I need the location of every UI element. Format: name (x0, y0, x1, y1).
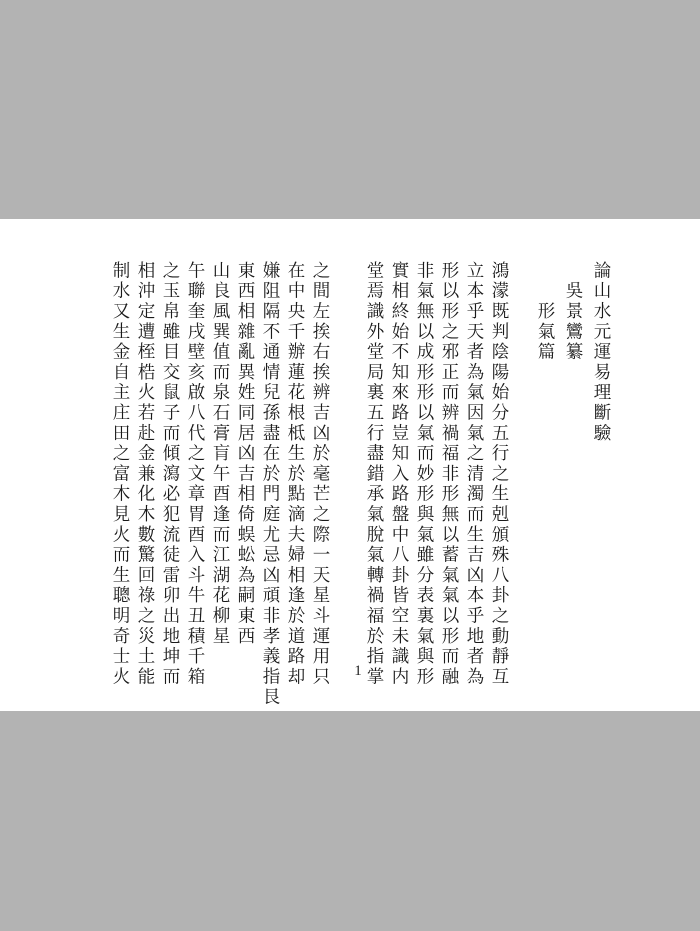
book-page (0, 219, 700, 711)
text-column: 堂焉識外堂局裏五行盡錯承氣脫氣轉禍福於指掌 (364, 261, 384, 688)
text-column: 相沖定遭桎梏火若赴金兼化木數驚回祿之災土能 (135, 261, 155, 688)
text-column: 嫌阻隔不通情兒孫盡在於門庭尤忌凶頑非孝義指艮 (260, 261, 280, 708)
text-column: 東西相雜亂異姓同居凶吉相倚蜈蚣為嗣東西 (235, 261, 255, 647)
text-column: 吳景鸞纂 (563, 261, 583, 363)
text-column: 立本乎天者為氣因氣之清濁而生吉凶本乎地者為 (464, 261, 484, 688)
text-column: 形氣篇 (535, 261, 555, 363)
text-column: 山良風巽值而泉石膏肓午酉逢而江湖花柳星 (210, 261, 230, 647)
page-number: 1 (354, 663, 362, 679)
text-column: 非氣無以成形形以氣而妙形與氣雖分表裏氣與形 (414, 261, 434, 688)
text-column: 制水又生金自主庄田之富木見火而生聰明奇士火 (110, 261, 130, 688)
text-column: 之玉帛雖目交鼠子而傾瀉必犯流徒雷卯出地坤而 (160, 261, 180, 688)
text-column: 形以形之邪正而辨禍福非形無以蓄氣氣以形而融 (439, 261, 459, 688)
text-column: 午聯奎戌壁亥啟八代之文章胃酉入斗牛丑積千箱 (185, 261, 205, 688)
text-column: 之間左挨右挨辨吉凶於毫芒之際一天星斗運用只 (310, 261, 330, 688)
text-column: 論山水元運易理斷驗 (591, 261, 611, 444)
text-column: 鴻濛既判陰陽始分五行之生剋頒殊八卦之動靜互 (489, 261, 509, 688)
text-column: 實相終始不知來路豈知入路盤中八卦皆空未識内 (389, 261, 409, 688)
text-column: 在中央千辦蓮花根柢生於點滴夫婦相逢於道路却 (285, 261, 305, 688)
